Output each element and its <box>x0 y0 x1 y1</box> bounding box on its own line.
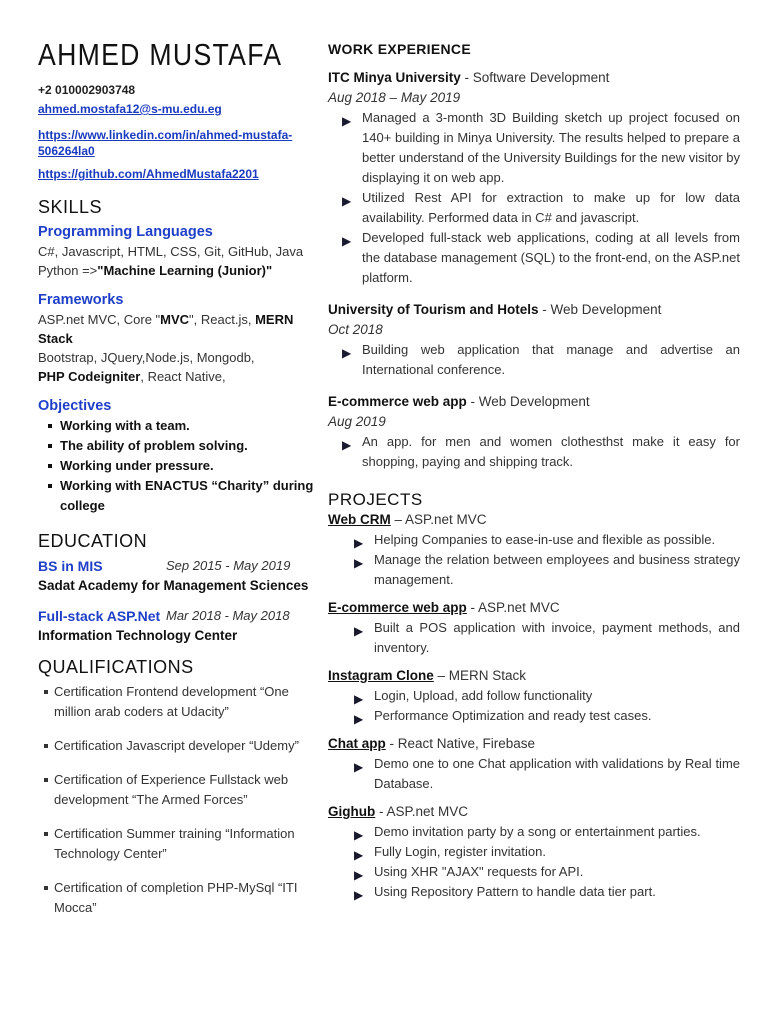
php-codeigniter-label: PHP Codeigniter <box>38 369 141 384</box>
qualification-text: Certification Javascript developer “Udemy” <box>54 738 299 753</box>
list-item <box>38 416 323 436</box>
project-tech: – ASP.net MVC <box>390 512 487 527</box>
list-item <box>38 770 323 810</box>
job-dates: Aug 2018 – May 2019 <box>328 90 461 105</box>
projects-heading: PROJECTS <box>328 490 423 509</box>
job-org: E-commerce web app <box>328 394 467 409</box>
triangle-bullet-icon: ▶ <box>354 888 364 902</box>
square-bullet-icon <box>44 886 48 890</box>
project-name: Instagram Clone <box>328 668 434 683</box>
mvc-label: MVC <box>160 312 190 327</box>
degree-dates: Mar 2018 - May 2018 <box>166 608 290 623</box>
list-item <box>38 736 323 756</box>
frameworks-text: ", React.js, <box>189 312 256 327</box>
project-name: E-commerce web app <box>328 600 467 615</box>
qualification-text: Certification Summer training “Information Technology Center” <box>54 826 295 861</box>
objective-text: The ability of problem solving. <box>60 438 248 453</box>
list-item <box>328 618 740 658</box>
education-heading: EDUCATION <box>38 531 148 551</box>
machine-learning-label: "Machine Learning (Junior)" <box>97 263 273 278</box>
frameworks-line3 <box>38 367 323 386</box>
job-bullets <box>328 432 740 472</box>
qualifications-list <box>38 682 323 918</box>
list-item <box>328 432 740 472</box>
bullet-text: Helping Companies to ease-in-use and flexible as possible. <box>374 532 716 547</box>
project-title <box>328 734 740 754</box>
triangle-bullet-icon: ▶ <box>354 760 364 774</box>
job-bullets <box>328 340 740 380</box>
job-bullets <box>328 108 740 288</box>
project-bullets <box>328 686 740 726</box>
programming-languages-line1: C#, Javascript, HTML, CSS, Git, GitHub, Java <box>38 244 304 259</box>
project-bullets <box>328 754 740 794</box>
square-bullet-icon <box>44 778 48 782</box>
bullet-text: Fully Login, register invitation. <box>374 844 546 859</box>
square-bullet-icon <box>48 484 52 488</box>
triangle-bullet-icon: ▶ <box>354 712 364 726</box>
objective-text: Working with a team. <box>60 418 190 433</box>
python-label: Python => <box>38 263 98 278</box>
project-bullets <box>328 530 740 590</box>
qualifications-heading: QUALIFICATIONS <box>38 657 194 677</box>
frameworks-heading: Frameworks <box>38 292 124 308</box>
list-item <box>328 822 740 842</box>
list-item <box>328 228 740 288</box>
frameworks-text: ASP.net MVC, Core " <box>38 312 161 327</box>
list-item <box>38 824 323 864</box>
list-item <box>328 108 740 188</box>
project-title <box>328 510 740 530</box>
triangle-bullet-icon: ▶ <box>342 234 352 248</box>
job-role: - Software Development <box>460 70 610 85</box>
bullet-text: Performance Optimization and ready test cases. <box>374 708 652 723</box>
square-bullet-icon <box>44 832 48 836</box>
list-item <box>38 436 323 456</box>
programming-languages-line2 <box>38 261 323 280</box>
list-item <box>328 706 740 726</box>
frameworks-text: , React Native, <box>140 369 226 384</box>
list-item <box>38 878 323 918</box>
project-tech: - ASP.net MVC <box>466 600 560 615</box>
qualification-text: Certification of Experience Fullstack web development “The Armed Forces” <box>54 772 289 807</box>
bullet-text: Built a POS application with invoice, payment methods, and inventory. <box>374 620 740 655</box>
triangle-bullet-icon: ▶ <box>342 114 352 128</box>
list-item <box>328 188 740 228</box>
job-org: University of Tourism and Hotels <box>328 302 539 317</box>
project-bullets <box>328 822 740 902</box>
list-item <box>328 842 740 862</box>
list-item <box>328 686 740 706</box>
job-dates: Aug 2019 <box>328 414 386 429</box>
linkedin-link-line2[interactable]: 506264la0 <box>38 144 95 158</box>
job-role: - Web Development <box>466 394 590 409</box>
job-title <box>328 392 740 412</box>
school-name: Information Technology Center <box>38 628 238 643</box>
project-name: Web CRM <box>328 512 391 527</box>
bullet-text: Utilized Rest API for extraction to make up for low data availability. Performed data in C# and javascript. <box>362 190 740 225</box>
job-dates: Oct 2018 <box>328 322 383 337</box>
education-entry <box>38 606 323 626</box>
work-experience-heading: WORK EXPERIENCE <box>328 41 471 57</box>
triangle-bullet-icon: ▶ <box>354 848 364 862</box>
mern-stack-label: MERN Stack <box>38 312 294 346</box>
project-tech: – MERN Stack <box>433 668 527 683</box>
skills-heading: SKILLS <box>38 197 103 217</box>
bullet-text: An app. for men and women clothesthst make it easy for shopping, paying and shipping track. <box>362 434 740 469</box>
qualification-text: Certification of completion PHP-MySql “ITI Mocca” <box>54 880 298 915</box>
school-name: Sadat Academy for Management Sciences <box>38 578 309 593</box>
right-column <box>328 36 740 910</box>
project-tech: - ASP.net MVC <box>375 804 469 819</box>
programming-languages-heading: Programming Languages <box>38 224 213 240</box>
linkedin-link[interactable] <box>38 127 323 159</box>
frameworks-line2: Bootstrap, JQuery,Node.js, Mongodb, <box>38 350 255 365</box>
frameworks-line1 <box>38 310 323 348</box>
list-item <box>328 340 740 380</box>
list-item <box>328 882 740 902</box>
list-item <box>328 550 740 590</box>
triangle-bullet-icon: ▶ <box>354 692 364 706</box>
bullet-text: Using XHR "AJAX" requests for API. <box>374 864 584 879</box>
degree-name: BS in MIS <box>38 558 103 574</box>
list-item <box>38 682 323 722</box>
candidate-name: AHMED MUSTAFA <box>38 37 283 72</box>
job-role: - Web Development <box>538 302 662 317</box>
list-item <box>328 530 740 550</box>
square-bullet-icon <box>48 424 52 428</box>
email-link[interactable]: ahmed.mostafa12@s-mu.edu.eg <box>38 102 222 116</box>
triangle-bullet-icon: ▶ <box>354 868 364 882</box>
job-org: ITC Minya University <box>328 70 461 85</box>
phone-number: +2 010002903748 <box>38 83 136 97</box>
list-item <box>328 754 740 794</box>
bullet-text: Demo invitation party by a song or entertainment parties. <box>374 824 701 839</box>
objective-text: Working with ENACTUS “Charity” during college <box>60 478 314 513</box>
project-title <box>328 666 740 686</box>
triangle-bullet-icon: ▶ <box>354 536 364 550</box>
bullet-text: Manage the relation between employees and business strategy management. <box>374 552 740 587</box>
project-name: Chat app <box>328 736 386 751</box>
qualification-text: Certification Frontend development “One million arab coders at Udacity” <box>54 684 289 719</box>
project-bullets <box>328 618 740 658</box>
degree-dates: Sep 2015 - May 2019 <box>166 558 291 573</box>
objective-text: Working under pressure. <box>60 458 214 473</box>
project-title <box>328 802 740 822</box>
triangle-bullet-icon: ▶ <box>342 346 352 360</box>
square-bullet-icon <box>44 744 48 748</box>
bullet-text: Building web application that manage and advertise an International conference. <box>362 342 740 377</box>
square-bullet-icon <box>48 464 52 468</box>
bullet-text: Managed a 3-month 3D Building sketch up project focused on 140+ building in Minya University. The results helped to prepare a better understand of the University Buildings for the new visitor by displaying it on web app. <box>362 110 740 185</box>
education-entry <box>38 556 323 576</box>
square-bullet-icon <box>48 444 52 448</box>
job-title <box>328 300 740 320</box>
list-item <box>328 862 740 882</box>
list-item <box>38 476 323 516</box>
github-link[interactable]: https://github.com/AhmedMustafa2201 <box>38 167 259 181</box>
bullet-text: Demo one to one Chat application with validations by Real time Database. <box>374 756 740 791</box>
square-bullet-icon <box>44 690 48 694</box>
project-name: Gighub <box>328 804 376 819</box>
triangle-bullet-icon: ▶ <box>354 828 364 842</box>
objectives-heading: Objectives <box>38 398 112 414</box>
left-column <box>38 36 323 932</box>
list-item <box>38 456 323 476</box>
project-tech: - React Native, Firebase <box>385 736 536 751</box>
triangle-bullet-icon: ▶ <box>354 556 364 570</box>
triangle-bullet-icon: ▶ <box>354 624 364 638</box>
triangle-bullet-icon: ▶ <box>342 438 352 452</box>
degree-name: Full-stack ASP.Net <box>38 608 161 624</box>
project-title <box>328 598 740 618</box>
objectives-list <box>38 416 323 516</box>
bullet-text: Login, Upload, add follow functionality <box>374 688 593 703</box>
job-title <box>328 68 740 88</box>
triangle-bullet-icon: ▶ <box>342 194 352 208</box>
bullet-text: Developed full-stack web applications, coding at all levels from the database management (SQL) to the front-end, on the ASP.net platform. <box>362 230 740 285</box>
linkedin-link-line1[interactable]: https://www.linkedin.com/in/ahmed-mustafa- <box>38 128 293 142</box>
bullet-text: Using Repository Pattern to handle data tier part. <box>374 884 656 899</box>
